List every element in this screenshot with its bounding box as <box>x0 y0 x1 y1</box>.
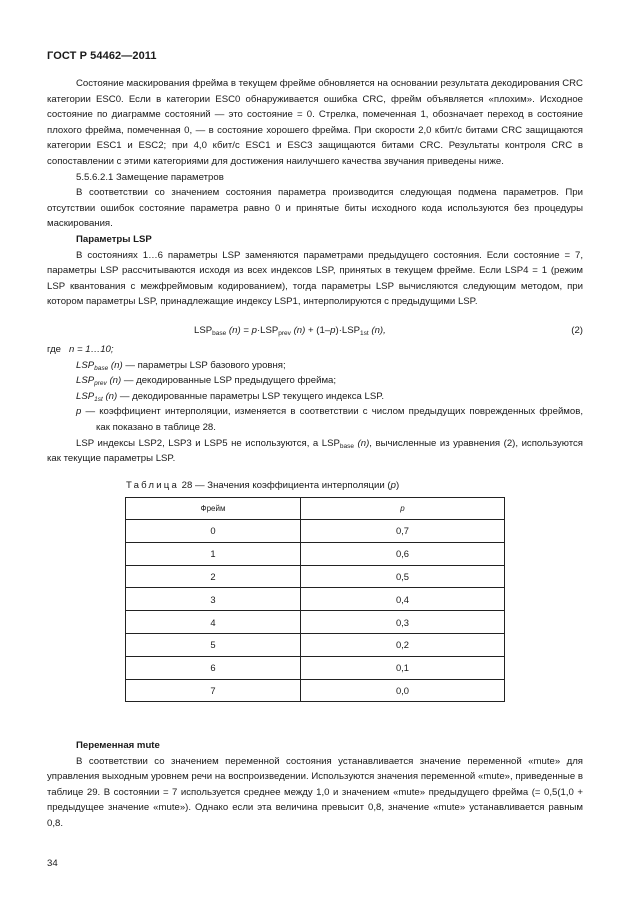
heading-mute-variable: Переменная mute <box>76 740 160 751</box>
body-text-bottom <box>47 738 583 832</box>
definition-lsp-prev: $LSP_{prev}$ (n) — декодированные LSP предыдущего фрейма; <box>76 375 337 388</box>
column-header-p: p <box>301 498 505 520</box>
cell-frame: 0 <box>126 520 301 543</box>
cell-p: 0,1 <box>301 656 505 679</box>
equation-number: (2) <box>571 325 583 336</box>
cell-frame: 2 <box>126 565 301 588</box>
paragraph-mute: В соответствии со значением переменной состояния устанавливается значение переменной «mute» для управления выходным уровнем речи на воспроизведении. Используются значения переменной «mute», приведенные в таблице 29. В состоянии = 7 используется среднее между 1,0 и значением «mute» предыдущего фрейма (= 0,5(1,0 + предыдущее значение «mute»). Однако если эта величина превысит 0,8, значение «mute» устанавливается равным 0,8. <box>47 755 583 829</box>
paragraph-unused-lsp-indices: LSP индексы LSP2, LSP3 и LSP5 не используются, а $LSP_{base}$ (n), вычисленные из уравнения (2), используются как текущие параметры LSP. <box>47 437 583 465</box>
column-header-frame: Фрейм <box>126 498 301 520</box>
definition-lsp-1st: $LSP_{1st}$ (n) — декодированные параметры LSP текущего индекса LSP. <box>76 390 385 403</box>
table-row <box>126 679 505 702</box>
cell-p: 0,0 <box>301 679 505 702</box>
body-text-top <box>47 76 583 310</box>
cell-frame: 1 <box>126 542 301 565</box>
heading-lsp-parameters: Параметры LSP <box>76 233 152 245</box>
equation-expression: $LSP_{base}$ $(n) = p\cdot LSP_{prev}$ $(n) + (1-p)\cdot LSP_{1st}$ (n), <box>194 325 386 337</box>
table-caption: Таблица 28 — Значения коэффициента интерполяции (p) <box>126 480 400 491</box>
equation-definitions <box>47 342 583 467</box>
definition-lsp-base: $LSP_{base}$ (n) — параметры LSP базового уровня; <box>76 359 286 372</box>
table-row <box>126 520 505 543</box>
section-heading-parameter-substitution: 5.5.6.2.1 Замещение параметров <box>76 171 224 183</box>
cell-p: 0,6 <box>301 542 505 565</box>
cell-p: 0,2 <box>301 633 505 656</box>
table-row <box>126 542 505 565</box>
table-row <box>126 588 505 611</box>
cell-frame: 6 <box>126 656 301 679</box>
definition-n: где n = 1…10; <box>47 344 114 355</box>
cell-frame: 7 <box>126 679 301 702</box>
paragraph-lsp-states: В состояниях 1…6 параметры LSP заменяются параметрами предыдущего состояния. Если состояние = 7, параметры LSP рассчитываются исходя из всех индексов LSP, принятых в текущем фрейме. Если LSP4 = 1 (режим LSP квантования с межфреймовым кодированием), тогда параметры LSP вычисляются следующим методом, при котором параметры LSP, принадлежащие индексу LSP1, интерполируются с предыдущими LSP. <box>47 249 583 308</box>
cell-frame: 4 <box>126 611 301 634</box>
table-row <box>126 656 505 679</box>
cell-frame: 3 <box>126 588 301 611</box>
cell-frame: 5 <box>126 633 301 656</box>
page-number: 34 <box>47 858 58 869</box>
table-row <box>126 633 505 656</box>
cell-p: 0,3 <box>301 611 505 634</box>
document-header: ГОСТ Р 54462—2011 <box>47 50 157 62</box>
definition-p: p — коэффициент интерполяции, изменяется в соответствии с числом предыдущих поврежденных фреймов, как показано в таблице 28. <box>76 406 583 433</box>
paragraph-parameter-substitution: В соответствии со значением состояния параметра производится следующая подмена параметров. При отсутствии ошибок состояние параметра равно 0 и принятые биты исходного кода используются без процедуры маскирования. <box>47 187 583 230</box>
table-header-row <box>126 498 505 520</box>
interpolation-coefficient-table <box>125 497 505 702</box>
table-row <box>126 565 505 588</box>
cell-p: 0,7 <box>301 520 505 543</box>
table-row <box>126 611 505 634</box>
cell-p: 0,5 <box>301 565 505 588</box>
cell-p: 0,4 <box>301 588 505 611</box>
paragraph-masking-state: Состояние маскирования фрейма в текущем фрейме обновляется на основании результата декодирования CRC категории ESC0. Если в категории ESC0 обнаруживается ошибка CRC, фрейм объявляется «плохим». Исходное состояние по диаграмме состояний — это состояние = 0. Стрелка, помеченная 1, обозначает переход в состояние плохого фрейма, помеченная 0, — в состояние хорошего фрейма. При скорости 2,0 кбит/с битами CRC защищаются категории ESC1 и ESC2; при 4,0 кбит/с ESC1 и ESC3 защищаются битами CRC. Результаты контроля CRC в сопоставлении с этими категориями для достижения наилучшего качества звучания приведены ниже. <box>47 78 583 167</box>
